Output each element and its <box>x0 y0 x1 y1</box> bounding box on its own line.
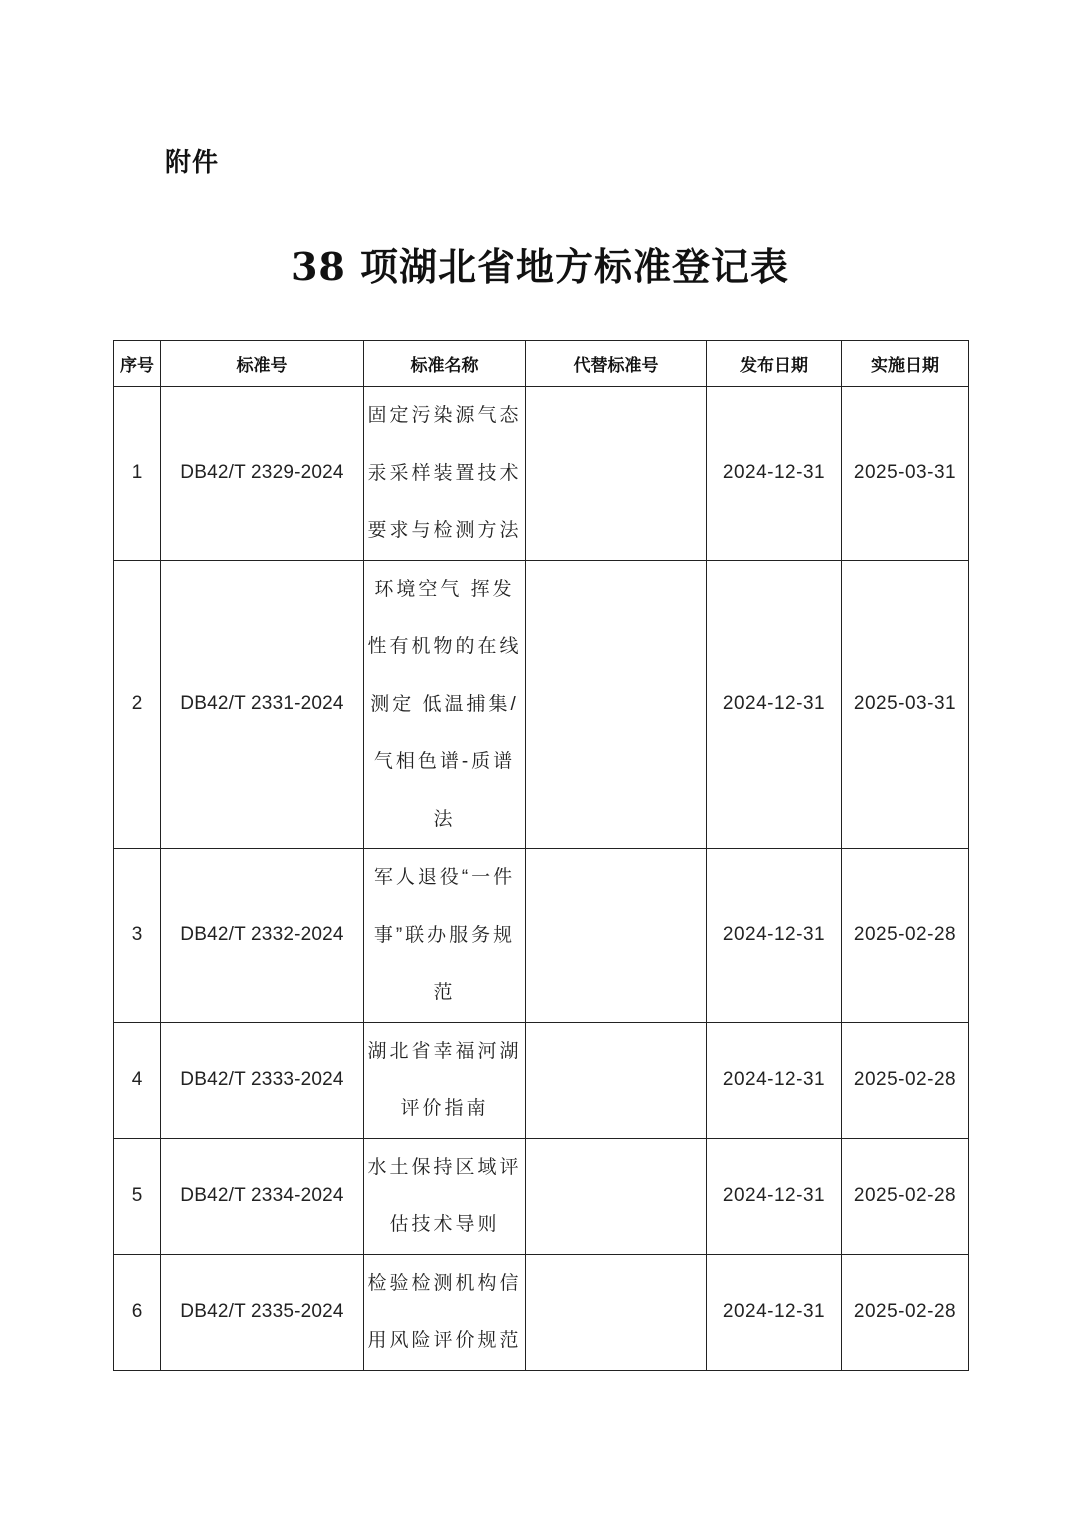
page-title: 38 项湖北省地方标准登记表 <box>290 244 790 289</box>
replaced-standard <box>526 387 707 561</box>
col-header-no: 序号 <box>114 341 161 387</box>
effective-date: 2025-02-28 <box>842 1022 969 1138</box>
publish-date: 2024-12-31 <box>707 387 842 561</box>
standard-code: DB42/T 2331-2024 <box>161 560 364 849</box>
col-header-publish-date: 发布日期 <box>707 341 842 387</box>
effective-date: 2025-02-28 <box>842 1254 969 1370</box>
replaced-standard <box>526 1138 707 1254</box>
standard-code: DB42/T 2333-2024 <box>161 1022 364 1138</box>
col-header-code: 标准号 <box>161 341 364 387</box>
publish-date: 2024-12-31 <box>707 1022 842 1138</box>
effective-date: 2025-03-31 <box>842 560 969 849</box>
standard-code: DB42/T 2329-2024 <box>161 387 364 561</box>
table-header-row <box>114 341 969 387</box>
attachment-label: 附件 <box>165 148 220 178</box>
replaced-standard <box>526 849 707 1023</box>
publish-date: 2024-12-31 <box>707 1254 842 1370</box>
standard-name: 环境空气 挥发性有机物的在线测定 低温捕集/气相色谱-质谱法 <box>364 560 526 849</box>
row-number: 3 <box>114 849 161 1023</box>
publish-date: 2024-12-31 <box>707 1138 842 1254</box>
table-row <box>114 1138 969 1254</box>
effective-date: 2025-02-28 <box>842 1138 969 1254</box>
row-number: 4 <box>114 1022 161 1138</box>
standard-code: DB42/T 2335-2024 <box>161 1254 364 1370</box>
col-header-name: 标准名称 <box>364 341 526 387</box>
col-header-effective-date: 实施日期 <box>842 341 969 387</box>
standard-name: 湖北省幸福河湖评价指南 <box>364 1022 526 1138</box>
replaced-standard <box>526 1022 707 1138</box>
row-number: 2 <box>114 560 161 849</box>
standard-code: DB42/T 2332-2024 <box>161 849 364 1023</box>
standard-name: 检验检测机构信用风险评价规范 <box>364 1254 526 1370</box>
table-row <box>114 1022 969 1138</box>
effective-date: 2025-02-28 <box>842 849 969 1023</box>
replaced-standard <box>526 1254 707 1370</box>
col-header-replaces: 代替标准号 <box>526 341 707 387</box>
table-row <box>114 387 969 561</box>
standard-name: 军人退役“一件事”联办服务规范 <box>364 849 526 1023</box>
table-row <box>114 560 969 849</box>
standard-name: 水土保持区域评估技术导则 <box>364 1138 526 1254</box>
standards-table <box>113 340 969 1371</box>
effective-date: 2025-03-31 <box>842 387 969 561</box>
table-row <box>114 849 969 1023</box>
row-number: 1 <box>114 387 161 561</box>
row-number: 6 <box>114 1254 161 1370</box>
table-row <box>114 1254 969 1370</box>
row-number: 5 <box>114 1138 161 1254</box>
standard-name: 固定污染源气态汞采样装置技术要求与检测方法 <box>364 387 526 561</box>
replaced-standard <box>526 560 707 849</box>
standard-code: DB42/T 2334-2024 <box>161 1138 364 1254</box>
publish-date: 2024-12-31 <box>707 849 842 1023</box>
publish-date: 2024-12-31 <box>707 560 842 849</box>
